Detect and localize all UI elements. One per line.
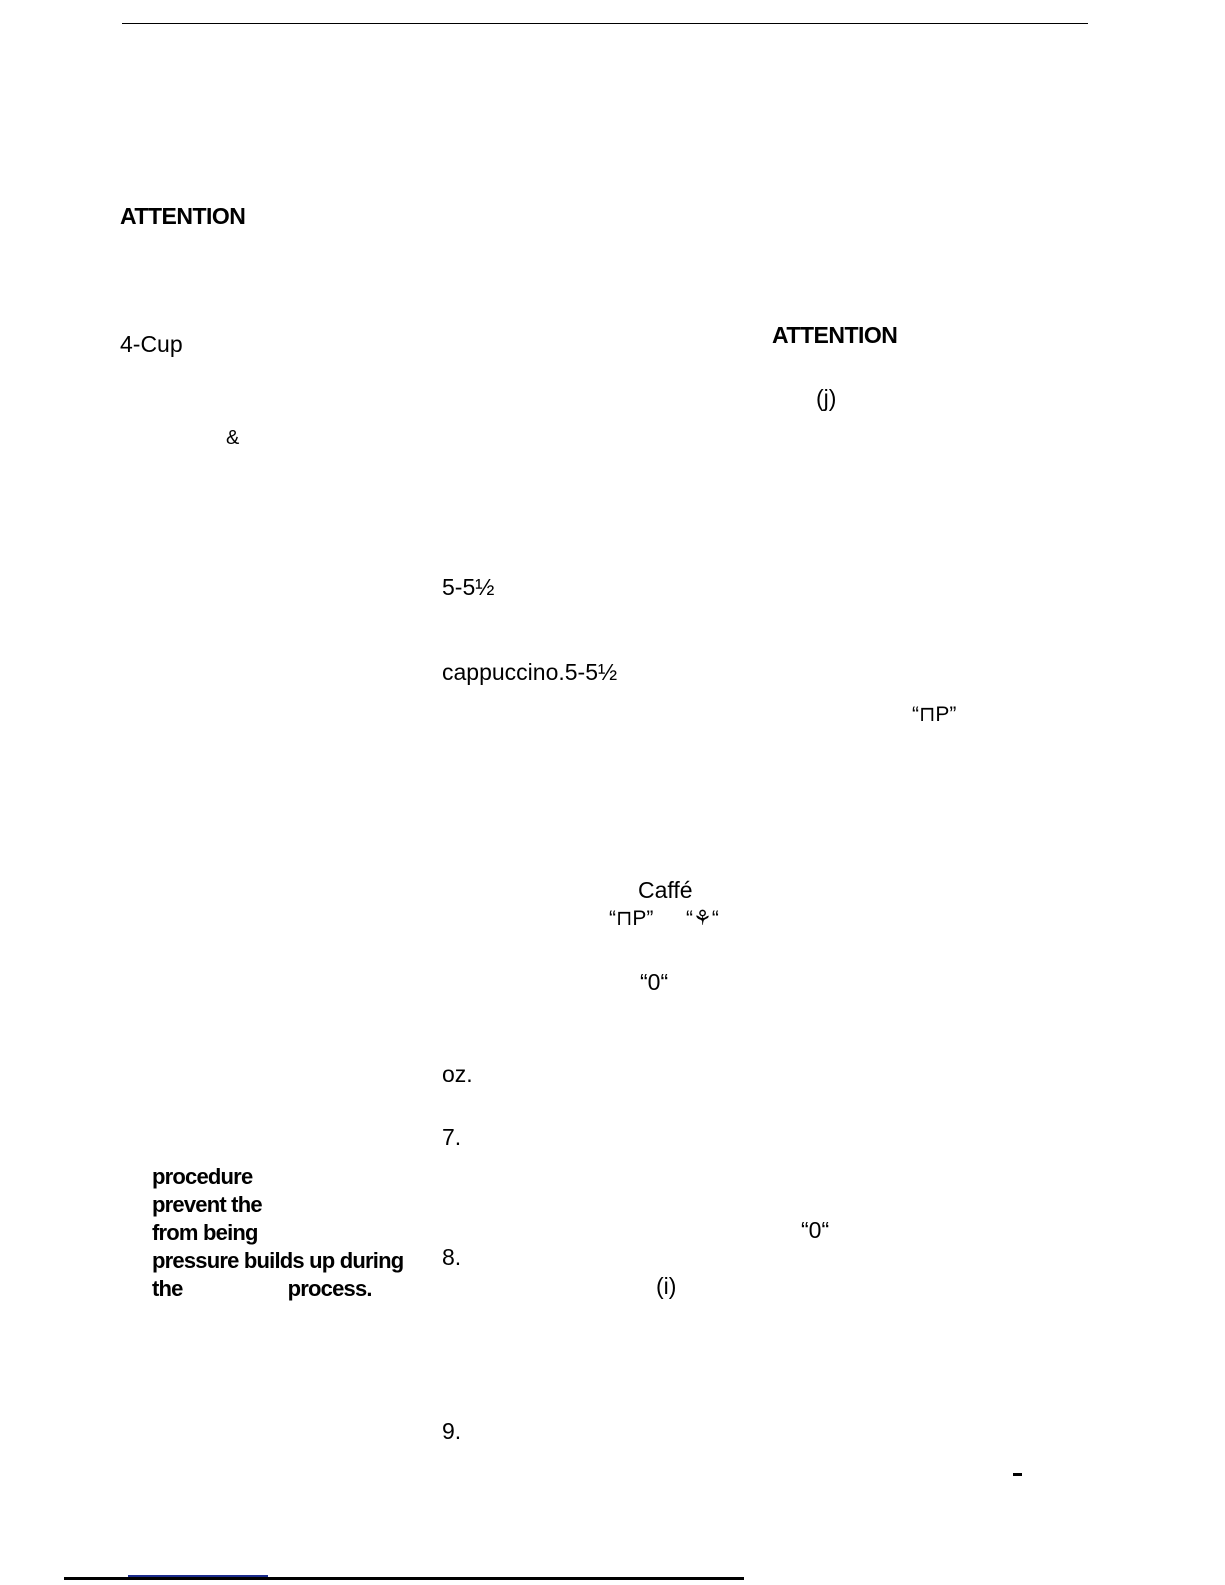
position-zero: “0“ [640, 969, 669, 995]
cup-symbol: “⊓P” [912, 703, 957, 726]
oz-label: oz. [442, 1061, 473, 1087]
attention-heading-right: ATTENTION [772, 322, 898, 348]
reference-j: (j) [816, 385, 837, 411]
cup-label: 4-Cup [120, 331, 183, 357]
step-8-number: 8. [442, 1244, 462, 1270]
step-7-number: 7. [442, 1124, 462, 1150]
cup-symbol: “⊓P” [609, 907, 654, 930]
bold-note [152, 1163, 403, 1303]
bold-note-line: procedure [152, 1164, 253, 1189]
bold-note-line: from being [152, 1220, 258, 1245]
bold-note-line: prevent the [152, 1192, 262, 1217]
step-9-number: 9. [442, 1418, 462, 1444]
position-zero: “0“ [801, 1217, 830, 1243]
bold-note-word: process. [287, 1276, 372, 1301]
bold-note-line: pressure builds up during [152, 1248, 404, 1273]
reference-i: (i) [656, 1273, 677, 1299]
bold-note-word: the [152, 1276, 183, 1301]
ampersand: & [226, 427, 240, 449]
amount-text: 5-5½ [442, 574, 495, 600]
steam-symbol: “⚘“ [686, 907, 719, 930]
bottom-rule [64, 1577, 744, 1580]
bottom-rule-accent [128, 1575, 268, 1577]
attention-heading-left: ATTENTION [120, 203, 246, 229]
caffe-label: Caffé [638, 877, 693, 903]
top-rule [122, 23, 1088, 24]
cappuccino-amount: cappuccino.5-5½ [442, 659, 618, 685]
dash-mark [1013, 1473, 1022, 1476]
